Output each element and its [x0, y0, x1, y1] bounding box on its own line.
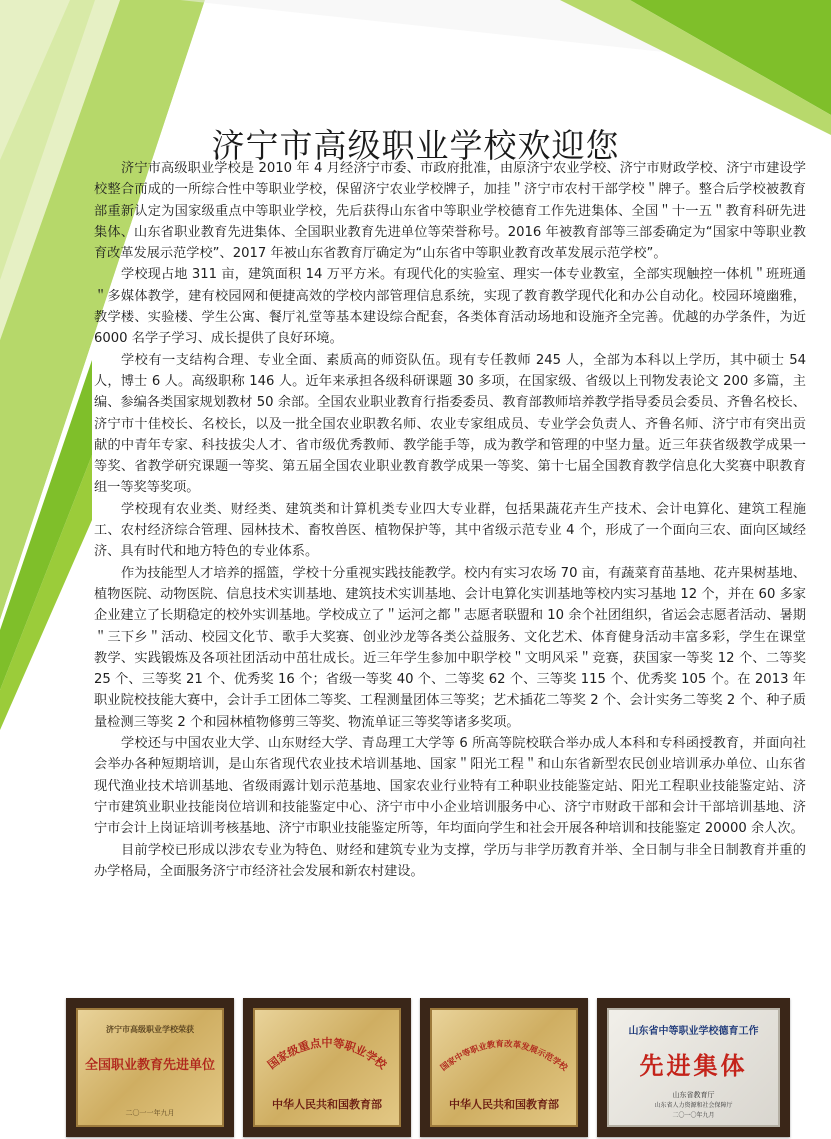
paragraph-majors: 学校现有农业类、财经类、建筑类和计算机类专业四大专业群，包括果蔬花卉生产技术、会计电算化、建筑工程施工、农村经济综合管理、园林技术、畜牧兽医、植物保护等，其中省级示范专业 4 个，形成了一个面向三农、面向区域经济、具有时代和地方特色的专业体系。 — [94, 501, 806, 560]
article-body — [94, 158, 806, 882]
plaque-issuer-1: 山东省教育厅 — [672, 1091, 715, 1099]
plaque-issuer: 中华人民共和国教育部 — [449, 1098, 559, 1111]
plaque-national-key-school — [243, 998, 411, 1137]
svg-text:国家级重点中等职业学校 — [265, 1036, 390, 1073]
paragraph-intro: 济宁市高级职业学校是 2010 年 4 月经济宁市委、市政府批准，由原济宁农业学校、济宁市财政学校、济宁市建设学校整合而成的一所综合性中等职业学校，保留济宁农业学校牌子，加挂＂济宁市农村干部学校＂牌子。整合后学校被教育部重新认定为国家级重点中等职业学校，先后获得山东省中等职业学校德育工作先进集体、全国＂十一五＂教育科研先进集体、山东省职业教育先进集体、全国职业教育先进单位等荣誉称号。2016 年被教育部等三部委确定为“国家中等职业教育改革发展示范学校”、2017 年被山东省教育厅确定为“山东省中等职业教育改革发展示范学校”。 — [94, 161, 806, 262]
plaque-date: 二〇一〇年九月 — [672, 1112, 715, 1119]
plaque-heading: 山东省中等职业学校德育工作 — [628, 1026, 759, 1037]
plaque-top-line: 济宁市高级职业学校荣获 — [106, 1025, 194, 1034]
plaque-issuer-2: 山东省人力资源和社会保障厅 — [654, 1102, 733, 1109]
svg-text:国家中等职业教育改革发展示范学校 — [438, 1038, 570, 1072]
plaque-arc-text: 国家级重点中等职业学校 — [265, 1036, 389, 1072]
honor-plaques — [66, 998, 796, 1139]
plaque-issuer: 中华人民共和国教育部 — [272, 1098, 382, 1111]
paragraph-campus: 学校现占地 311 亩，建筑面积 14 万平方米。有现代化的实验室、理实一体专业教室，全部实现触控一体机＂班班通＂多媒体教学，建有校园网和便捷高效的学校内部管理信息系统，实现了教育教学现代化和办公自动化。校园环境幽雅，教学楼、实验楼、学生公寓、餐厅礼堂等基本建设综合配套，各类体育活动场地和设施齐全完善。优越的办学条件，为近 6000 名学子学习、成长提供了良好环境。 — [94, 267, 806, 347]
plaque-date: 二〇一一年九月 — [125, 1109, 175, 1117]
plaque-national-advanced-unit — [66, 998, 234, 1137]
paragraph-training: 学校还与中国农业大学、山东财经大学、青岛理工大学等 6 所高等院校联合举办成人本科和专科函授教育，并面向社会举办各种短期培训，是山东省现代农业技术培训基地、国家＂阳光工程＂和山东省新型农民创业培训承办单位、山东省现代渔业技术培训基地、省级雨露计划示范基地、国家农业行业特有工种职业技能鉴定站、阳光工程职业技能鉴定站、济宁市建筑业职业技能岗位培训和技能鉴定中心、济宁市中小企业培训服务中心、济宁市财政干部和会计干部培训基地、济宁市会计上岗证培训考核基地、济宁市职业技能鉴定所等，年均面向学生和社会开展各种培训和技能鉴定 20000 余人次。 — [94, 736, 806, 837]
paragraph-practice: 作为技能型人才培养的摇篮，学校十分重视实践技能教学。校内有实习农场 70 亩，有蔬菜育苗基地、花卉果树基地、植物医院、动物医院、信息技术实训基地、建筑技术实训基地、会计电算化实训基地等校内实习基地 12 个，并在 60 多家企业建立了长期稳定的校外实训基地。学校成立了＂运河之都＂志愿者联盟和 10 余个社团组织，省运会志愿者活动、暑期＂三下乡＂活动、校园文化节、歌手大奖赛、创业沙龙等各类公益服务、文化艺术、体育健身活动丰富多彩，学生在课堂教学、实践锻炼及各项社团活动中茁壮成长。近三年学生参加中职学校＂文明风采＂竞赛，获国家一等奖 12 个、二等奖 25 个、三等奖 21 个、优秀奖 16 个；省级一等奖 40 个、二等奖 62 个、三等奖 115 个、优秀奖 105 个。在 2013 年职业院校技能大赛中，会计手工团体二等奖、工程测量团体三等奖；艺术插花二等奖 2 个、会计实务二等奖 2 个、种子质量检测三等奖 2 个和园林植物修剪三等奖、物流单证三等奖等诸多奖项。 — [94, 565, 806, 730]
plaque-moral-education-collective — [597, 998, 790, 1137]
page-title: 济宁市高级职业学校欢迎您 — [211, 126, 620, 166]
plaque-reform-demo-school — [420, 998, 588, 1137]
paragraph-faculty: 学校有一支结构合理、专业全面、素质高的师资队伍。现有专任教师 245 人，全部为本科以上学历，其中硕士 54 人，博士 6 人。高级职称 146 人。近年来承担各级科研课题 30 多项，在国家级、省级以上刊物发表论文 200 多篇，主编、参编各类国家规划教材 50 余部。全国农业职业教育行指委委员、教育部教师培养教学指导委员会委员、齐鲁名校长、济宁市十佳校长、名校长，以及一批全国农业职教名师、农业专家组成员、专业学会负责人、齐鲁名师、济宁市有突出贡献的中青年专家、科技拔尖人才、省市级优秀教师、教学能手等，成为教学和管理的中坚力量。近三年获省级教学成果一等奖、省教学研究课题一等奖、第五届全国农业职业教育教学成果一等奖、第十七届全国教育教学信息化大奖赛中职教育组一等奖等奖项。 — [94, 352, 806, 496]
paragraph-summary: 目前学校已形成以涉农专业为特色、财经和建筑专业为支撑，学历与非学历教育并举、全日制与非全日制教育并重的办学格局，全面服务济宁市经济社会发展和新农村建设。 — [94, 842, 806, 879]
plaque-main-text: 全国职业教育先进单位 — [84, 1058, 215, 1073]
plaque-arc-text: 国家中等职业教育改革发展示范学校 — [438, 1038, 570, 1073]
plaque-main-text: 先进集体 — [639, 1051, 748, 1080]
